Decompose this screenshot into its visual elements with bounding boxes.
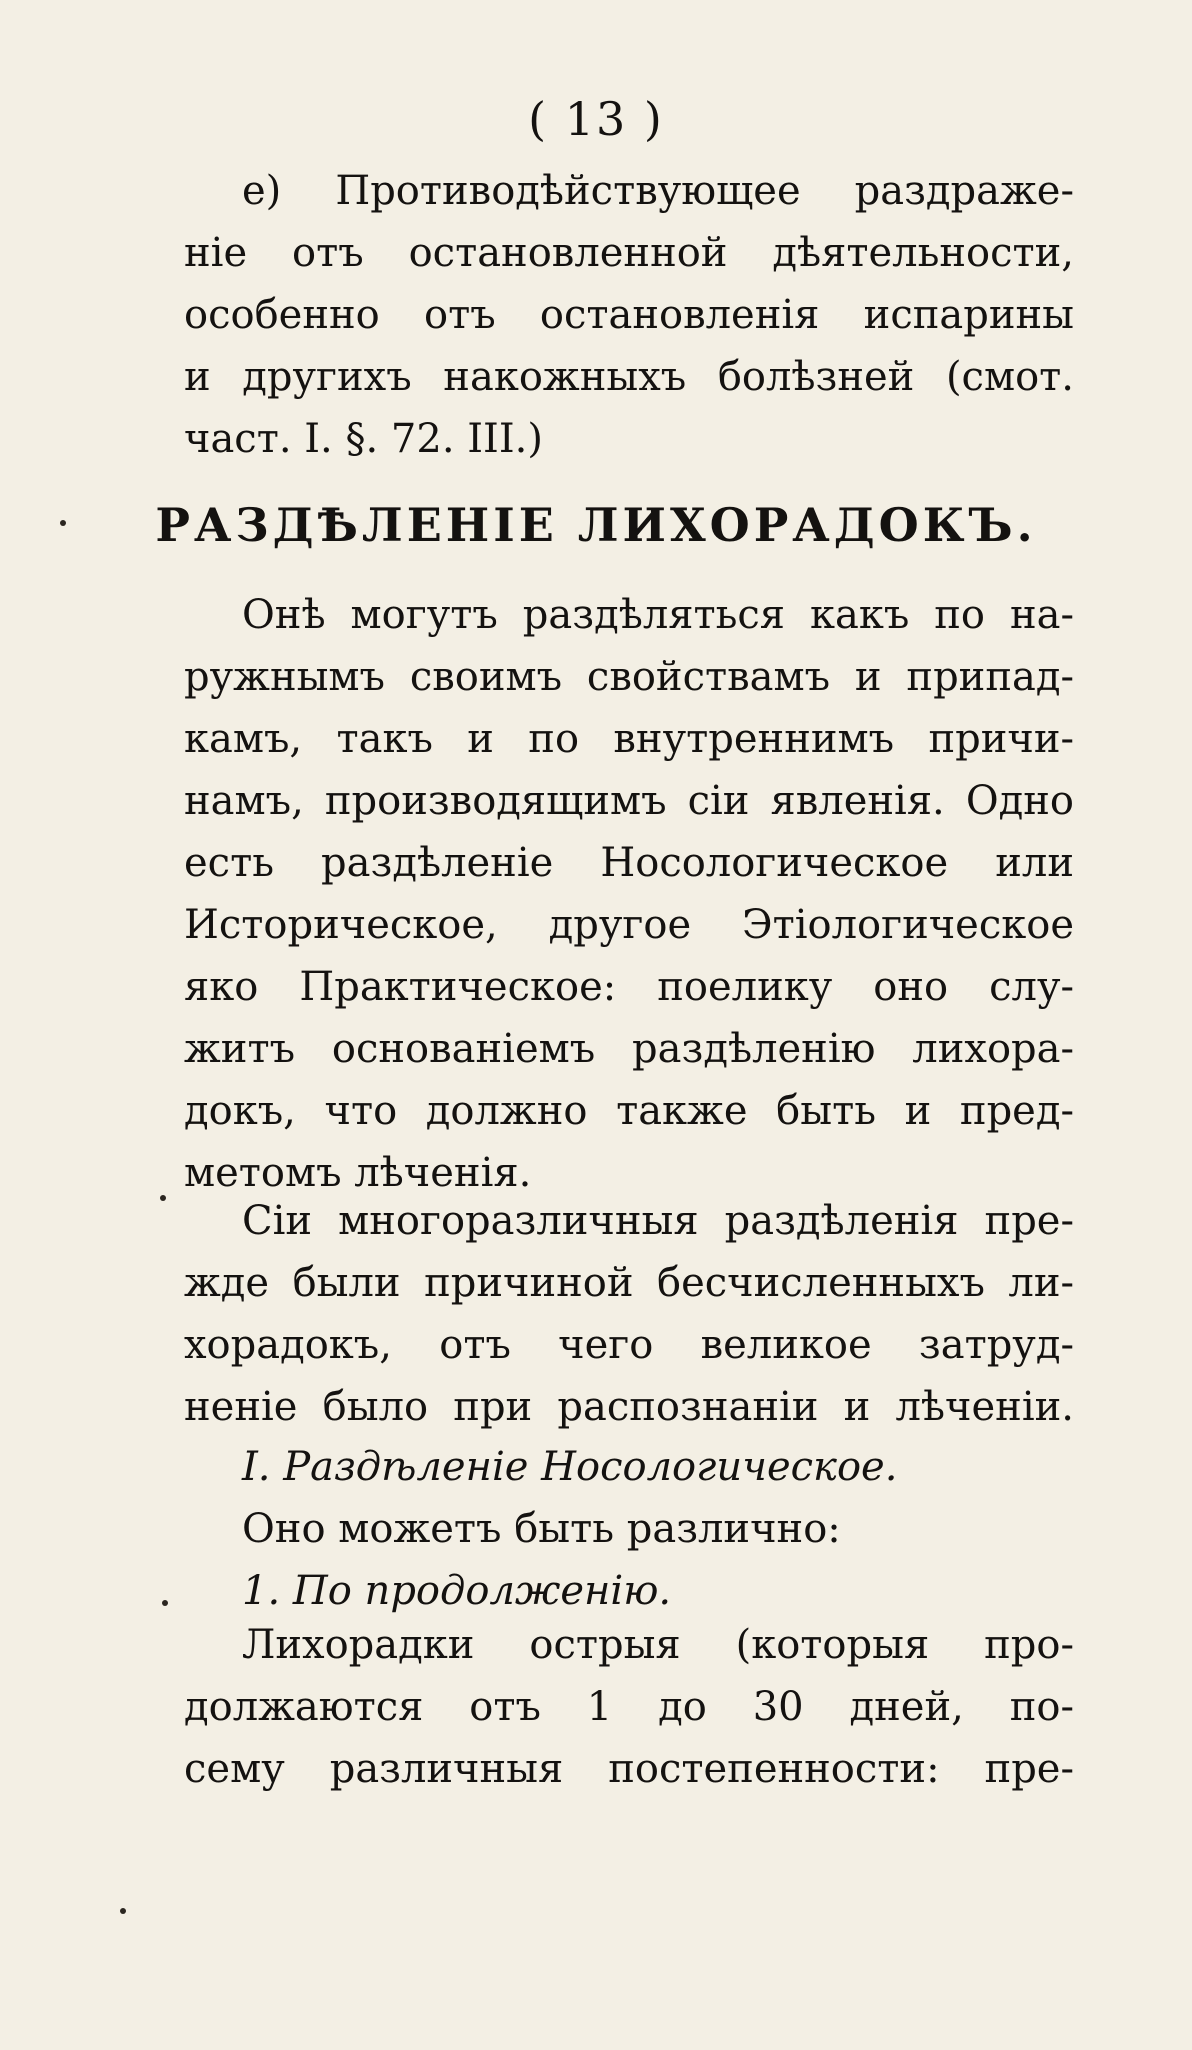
scan-speck (160, 1195, 166, 1201)
section-1 (184, 1436, 1074, 1622)
page-number: ( 13 ) (528, 92, 664, 146)
text-line: метомъ лѣченія. (184, 1150, 532, 1196)
text-line: житъ основаніемъ раздѣленію лихора- (184, 1026, 1074, 1072)
text-line: яко Практическое: поелику оно слу- (184, 964, 1074, 1010)
text-line: неніе было при распознаніи и лѣченіи. (184, 1384, 1074, 1430)
paragraph-4 (184, 1614, 1074, 1800)
text-line: Сіи многоразличныя раздѣленія пре- (242, 1198, 1074, 1244)
text-line: Лихорадки острыя (которыя про- (242, 1622, 1074, 1668)
text-line: Онѣ могутъ раздѣляться какъ по на- (242, 592, 1074, 638)
text-line: Историческое, другое Этіологическое (184, 902, 1074, 948)
paragraph-3 (184, 1190, 1074, 1438)
text-line: част. I. §. 72. III.) (184, 416, 543, 462)
text-line: сему различныя постепенности: пре- (184, 1746, 1074, 1792)
text-line: ружнымъ своимъ свойствамъ и припад- (184, 654, 1074, 700)
text-line: ніе отъ остановленной дѣятельности, (184, 230, 1074, 276)
subsection-title: I. Раздѣленіе Носологическое. (242, 1444, 898, 1490)
text-line: камъ, такъ и по внутреннимъ причи- (184, 716, 1074, 762)
list-item-heading: 1. По продолженію. (242, 1568, 672, 1614)
scan-speck (60, 520, 66, 526)
section-intro: Оно можетъ быть различно: (242, 1506, 841, 1552)
text-line: особенно отъ остановленія испарины (184, 292, 1074, 338)
text-line: докъ, что должно также быть и пред- (184, 1088, 1074, 1134)
text-line: есть раздѣленіе Носологическое или (184, 840, 1074, 886)
paragraph-2 (184, 584, 1074, 1204)
text-line: жде были причиной бесчисленныхъ ли- (184, 1260, 1074, 1306)
scan-speck (162, 1600, 168, 1606)
text-line: должаются отъ 1 до 30 дней, по- (184, 1684, 1074, 1730)
text-line: е) Противодѣйствующее раздраже- (242, 168, 1074, 214)
text-line: и другихъ накожныхъ болѣзней (смот. (184, 354, 1074, 400)
section-heading: РАЗДѢЛЕНІЕ ЛИХОРАДОКЪ. (155, 498, 1037, 552)
text-line: хорадокъ, отъ чего великое затруд- (184, 1322, 1074, 1368)
scan-speck (120, 1908, 126, 1914)
text-line: намъ, производящимъ сіи явленія. Одно (184, 778, 1074, 824)
paragraph-1 (184, 160, 1074, 470)
